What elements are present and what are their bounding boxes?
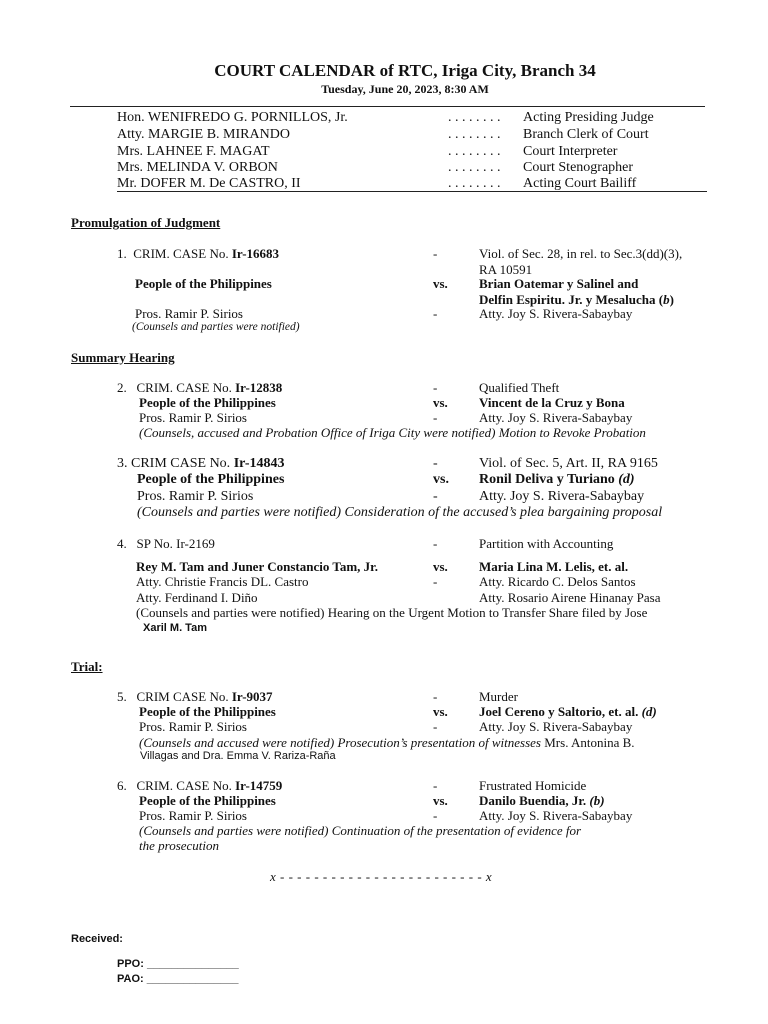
case-note: (Counsels and parties were notified) xyxy=(132,321,300,333)
staff-role: Branch Clerk of Court xyxy=(523,127,649,142)
separator-dash: - xyxy=(433,719,438,734)
accused: Vincent de la Cruz y Bona xyxy=(479,395,625,410)
case-note: (Counsels and parties were notified) Continuation of the presentation of evidence for xyxy=(139,823,582,838)
staff-role: Court Stenographer xyxy=(523,160,634,175)
case-docket: Ir-12838 xyxy=(235,380,283,395)
separator-dash: - xyxy=(433,808,438,823)
case-number: 1. xyxy=(117,246,127,261)
accused-tag-end: ) xyxy=(669,292,674,307)
plaintiff-counsel: Atty. Christie Francis DL. Castro xyxy=(136,574,309,589)
case-number: 3. xyxy=(117,456,128,471)
case-note: (Counsels and accused were notified) Prosecution’s presentation of witnesses xyxy=(139,735,541,750)
end-divider: x - - - - - - - - - - - - - - - - - - - - - - - - x xyxy=(270,869,493,884)
versus: vs. xyxy=(433,559,448,574)
section-heading-summary: Summary Hearing xyxy=(71,350,175,365)
defense-counsel: Atty. Joy S. Rivera-Sabaybay xyxy=(479,410,633,425)
separator-dash: - xyxy=(433,306,438,321)
case-label: CRIM. CASE No. xyxy=(136,778,236,793)
case-note-cont: Xaril M. Tam xyxy=(143,622,207,634)
case-note-witnesses: Mrs. Antonina B. xyxy=(541,735,635,750)
case-number: 6. xyxy=(117,778,127,793)
staff-name: Mr. DOFER M. De CASTRO, II xyxy=(117,176,301,191)
staff-name: Atty. MARGIE B. MIRANDO xyxy=(117,127,290,142)
prosecutor: Pros. Ramir P. Sirios xyxy=(139,719,247,734)
case-docket: Ir-9037 xyxy=(231,689,273,704)
case-label: CRIM CASE No. xyxy=(131,456,234,471)
staff-dots: . . . . . . . . xyxy=(448,110,501,125)
staff-dots: . . . . . . . . xyxy=(448,144,501,159)
case-number: 4. xyxy=(117,536,127,551)
case-number: 2. xyxy=(117,380,127,395)
defense-counsel: Atty. Joy S. Rivera-Sabaybay xyxy=(479,719,633,734)
defense-counsel: Atty. Joy S. Rivera-Sabaybay xyxy=(479,306,633,321)
defendant-counsel: Atty. Ricardo C. Delos Santos xyxy=(479,574,636,589)
accused-cont: Delfin Espiritu. Jr. y Mesalucha ( xyxy=(479,292,664,307)
staff-name: Mrs. LAHNEE F. MAGAT xyxy=(117,144,270,159)
prosecutor: Pros. Ramir P. Sirios xyxy=(139,808,247,823)
case-note: (Counsels and parties were notified) Hearing on the Urgent Motion to Transfer Share filed by Jose xyxy=(136,605,648,620)
separator-dash: - xyxy=(433,380,438,395)
plaintiff: Rey M. Tam and Juner Constancio Tam, Jr. xyxy=(136,559,378,574)
staff-dots: . . . . . . . . xyxy=(448,176,501,191)
prosecutor: Pros. Ramir P. Sirios xyxy=(139,410,247,425)
staff-role: Court Interpreter xyxy=(523,144,618,159)
header-bottom-rule xyxy=(117,191,707,192)
accused: Ronil Deliva y Turiano xyxy=(479,472,619,487)
separator-dash: - xyxy=(433,246,438,261)
case-note: (Counsels, accused and Probation Office of Iriga City were notified) Motion to Revoke Probation xyxy=(139,425,646,440)
section-heading-promulgation: Promulgation of Judgment xyxy=(71,215,221,230)
case-label: CRIM. CASE No. xyxy=(133,246,232,261)
staff-name: Mrs. MELINDA V. ORBON xyxy=(117,160,278,175)
case-note-cont: Villagas and Dra. Emma V. Rariza-Raña xyxy=(140,750,336,762)
plaintiff: People of the Philippines xyxy=(139,793,276,808)
ppo-signature-line: PPO: _______________ xyxy=(117,958,239,970)
versus: vs. xyxy=(433,793,448,808)
plaintiff: People of the Philippines xyxy=(135,276,272,291)
accused-tag: (d) xyxy=(641,704,657,719)
section-heading-trial: Trial: xyxy=(71,659,103,674)
prosecutor: Pros. Ramir P. Sirios xyxy=(135,306,243,321)
plaintiff: People of the Philippines xyxy=(139,704,276,719)
defense-counsel: Atty. Joy S. Rivera-Sabaybay xyxy=(479,489,645,504)
case-nature: Viol. of Sec. 5, Art. II, RA 9165 xyxy=(479,456,658,471)
separator-dash: - xyxy=(433,456,438,471)
case-label: CRIM. CASE No. xyxy=(136,380,236,395)
case-nature: Frustrated Homicide xyxy=(479,778,587,793)
pao-signature-line: PAO: _______________ xyxy=(117,973,239,985)
separator-dash: - xyxy=(433,410,438,425)
case-label: SP No. Ir-2169 xyxy=(136,536,215,551)
accused-tag: (b) xyxy=(589,793,605,808)
defense-counsel: Atty. Joy S. Rivera-Sabaybay xyxy=(479,808,633,823)
plaintiff: People of the Philippines xyxy=(137,472,285,487)
page-title: COURT CALENDAR of RTC, Iriga City, Branch 34 xyxy=(214,61,596,80)
versus: vs. xyxy=(433,472,449,487)
plaintiff-counsel: Atty. Ferdinand I. Diño xyxy=(136,590,258,605)
case-label: CRIM CASE No. xyxy=(136,689,232,704)
case-docket: Ir-14759 xyxy=(235,778,283,793)
defendant: Maria Lina M. Lelis, et. al. xyxy=(479,559,629,574)
defendant-counsel: Atty. Rosario Airene Hinanay Pasa xyxy=(479,590,661,605)
case-docket: Ir-14843 xyxy=(233,456,285,471)
staff-role: Acting Presiding Judge xyxy=(523,110,654,125)
case-note: (Counsels and parties were notified) Consideration of the accused’s plea bargaining proposal xyxy=(137,505,663,520)
versus: vs. xyxy=(433,395,448,410)
case-note-cont: the prosecution xyxy=(139,838,220,853)
calendar-date: Tuesday, June 20, 2023, 8:30 AM xyxy=(321,82,489,96)
separator-dash: - xyxy=(433,574,438,589)
staff-name: Hon. WENIFREDO G. PORNILLOS, Jr. xyxy=(117,110,348,125)
separator-dash: - xyxy=(433,489,438,504)
case-number: 5. xyxy=(117,689,127,704)
prosecutor: Pros. Ramir P. Sirios xyxy=(137,489,254,504)
separator-dash: - xyxy=(433,689,438,704)
accused-tag: (d) xyxy=(618,472,635,487)
case-docket: Ir-16683 xyxy=(231,246,280,261)
case-nature: Viol. of Sec. 28, in rel. to Sec.3(dd)(3), xyxy=(479,246,683,261)
versus: vs. xyxy=(433,276,448,291)
staff-role: Acting Court Bailiff xyxy=(523,176,637,191)
accused: Joel Cereno y Saltorio, et. al. xyxy=(479,704,642,719)
staff-dots: . . . . . . . . xyxy=(448,127,501,142)
staff-dots: . . . . . . . . xyxy=(448,160,501,175)
case-nature: Murder xyxy=(479,689,518,704)
accused: Danilo Buendia, Jr. xyxy=(479,793,590,808)
accused-tag: b xyxy=(663,292,670,307)
accused: Brian Oatemar y Salinel and xyxy=(479,276,639,291)
separator-dash: - xyxy=(433,778,438,793)
header-top-rule xyxy=(70,106,705,107)
case-nature: Partition with Accounting xyxy=(479,536,614,551)
case-nature: Qualified Theft xyxy=(479,380,560,395)
versus: vs. xyxy=(433,704,448,719)
separator-dash: - xyxy=(433,536,438,551)
plaintiff: People of the Philippines xyxy=(139,395,276,410)
received-label: Received: xyxy=(71,933,123,945)
case-nature-cont: RA 10591 xyxy=(479,262,533,277)
